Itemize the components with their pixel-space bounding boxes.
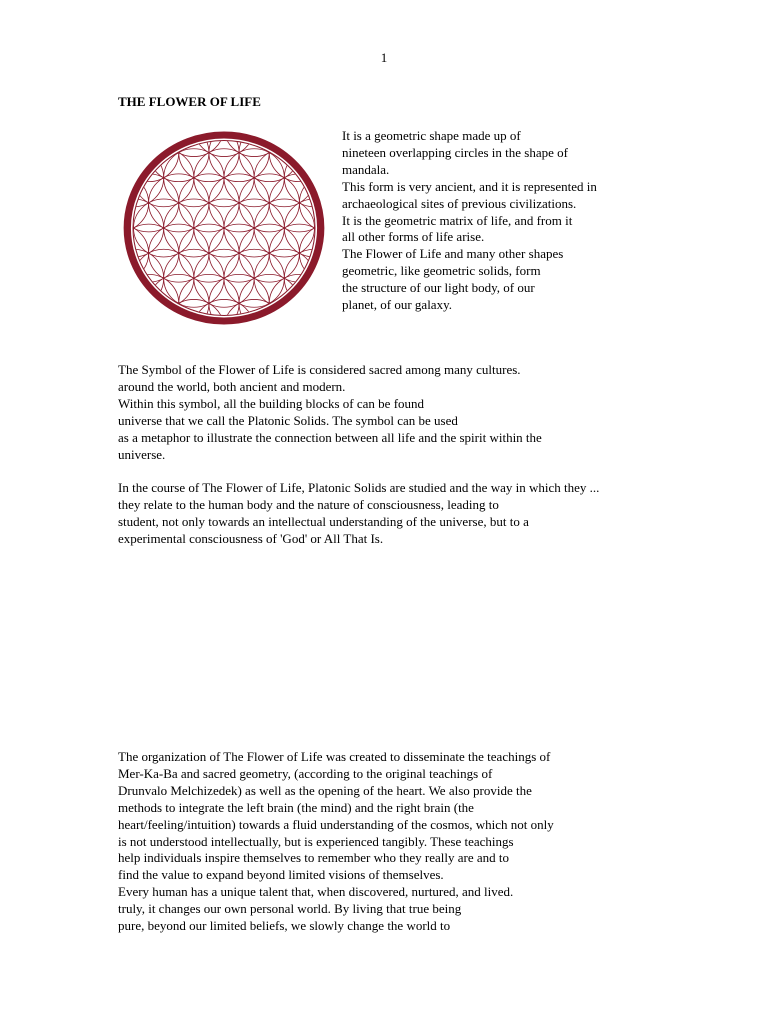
text-line: In the course of The Flower of Life, Platonic Solids are studied and the way in which they ... bbox=[118, 480, 600, 495]
text-line: experimental consciousness of 'God' or All That Is. bbox=[118, 530, 384, 546]
text-line: around the world, both ancient and modern. bbox=[118, 378, 346, 394]
text-line: nineteen overlapping circles in the shape of bbox=[342, 144, 568, 160]
text-line: heart/feeling/intuition) towards a fluid understanding of the cosmos, which not only bbox=[118, 816, 554, 832]
text-line: planet, of our galaxy. bbox=[342, 297, 452, 313]
text-line: they relate to the human body and the nature of consciousness, leading to bbox=[118, 496, 499, 512]
intro-text bbox=[342, 128, 597, 314]
text-line: pure, beyond our limited beliefs, we slowly change the world to bbox=[118, 918, 451, 934]
text-line: It is a geometric shape made up of bbox=[342, 128, 521, 143]
text-line: It is the geometric matrix of life, and from it bbox=[342, 212, 573, 228]
text-line: methods to integrate the left brain (the mind) and the right brain (the bbox=[118, 799, 474, 815]
text-line: the structure of our light body, of our bbox=[342, 280, 535, 296]
text-line: The organization of The Flower of Life was created to disseminate the teachings of bbox=[118, 749, 551, 764]
text-line: help individuals inspire themselves to remember who they really are and to bbox=[118, 850, 509, 866]
text-line: geometric, like geometric solids, form bbox=[342, 263, 541, 279]
text-line: Every human has a unique talent that, when discovered, nurtured, and lived. bbox=[118, 884, 514, 900]
page-title: THE FLOWER OF LIFE bbox=[118, 94, 261, 109]
paragraph-course bbox=[118, 480, 599, 548]
page-number: 1 bbox=[380, 50, 388, 65]
text-line: universe. bbox=[118, 446, 166, 462]
text-line: all other forms of life arise. bbox=[342, 229, 485, 245]
text-line: This form is very ancient, and it is represented in bbox=[342, 178, 597, 194]
flower-of-life-image bbox=[120, 128, 328, 328]
text-line: truly, it changes our own personal world. By living that true being bbox=[118, 901, 462, 917]
text-line: universe that we call the Platonic Solids. The symbol can be used bbox=[118, 412, 458, 428]
paragraph-organization bbox=[118, 749, 554, 935]
text-line: student, not only towards an intellectual understanding of the universe, but to a bbox=[118, 513, 529, 529]
text-line: Mer-Ka-Ba and sacred geometry, (according to the original teachings of bbox=[118, 765, 493, 781]
text-line: Drunvalo Melchizedek) as well as the opening of the heart. We also provide the bbox=[118, 782, 532, 798]
text-line: The Flower of Life and many other shapes bbox=[342, 246, 564, 262]
text-line: The Symbol of the Flower of Life is considered sacred among many cultures. bbox=[118, 362, 521, 377]
text-line: mandala. bbox=[342, 161, 390, 177]
paragraph-symbol bbox=[118, 362, 542, 463]
text-line: archaeological sites of previous civilizations. bbox=[342, 195, 577, 211]
text-line: Within this symbol, all the building blocks of can be found bbox=[118, 395, 425, 411]
text-line: as a metaphor to illustrate the connection between all life and the spirit within the bbox=[118, 429, 542, 445]
text-line: is not understood intellectually, but is experienced tangibly. These teachings bbox=[118, 833, 514, 849]
text-line: find the value to expand beyond limited visions of themselves. bbox=[118, 867, 444, 883]
